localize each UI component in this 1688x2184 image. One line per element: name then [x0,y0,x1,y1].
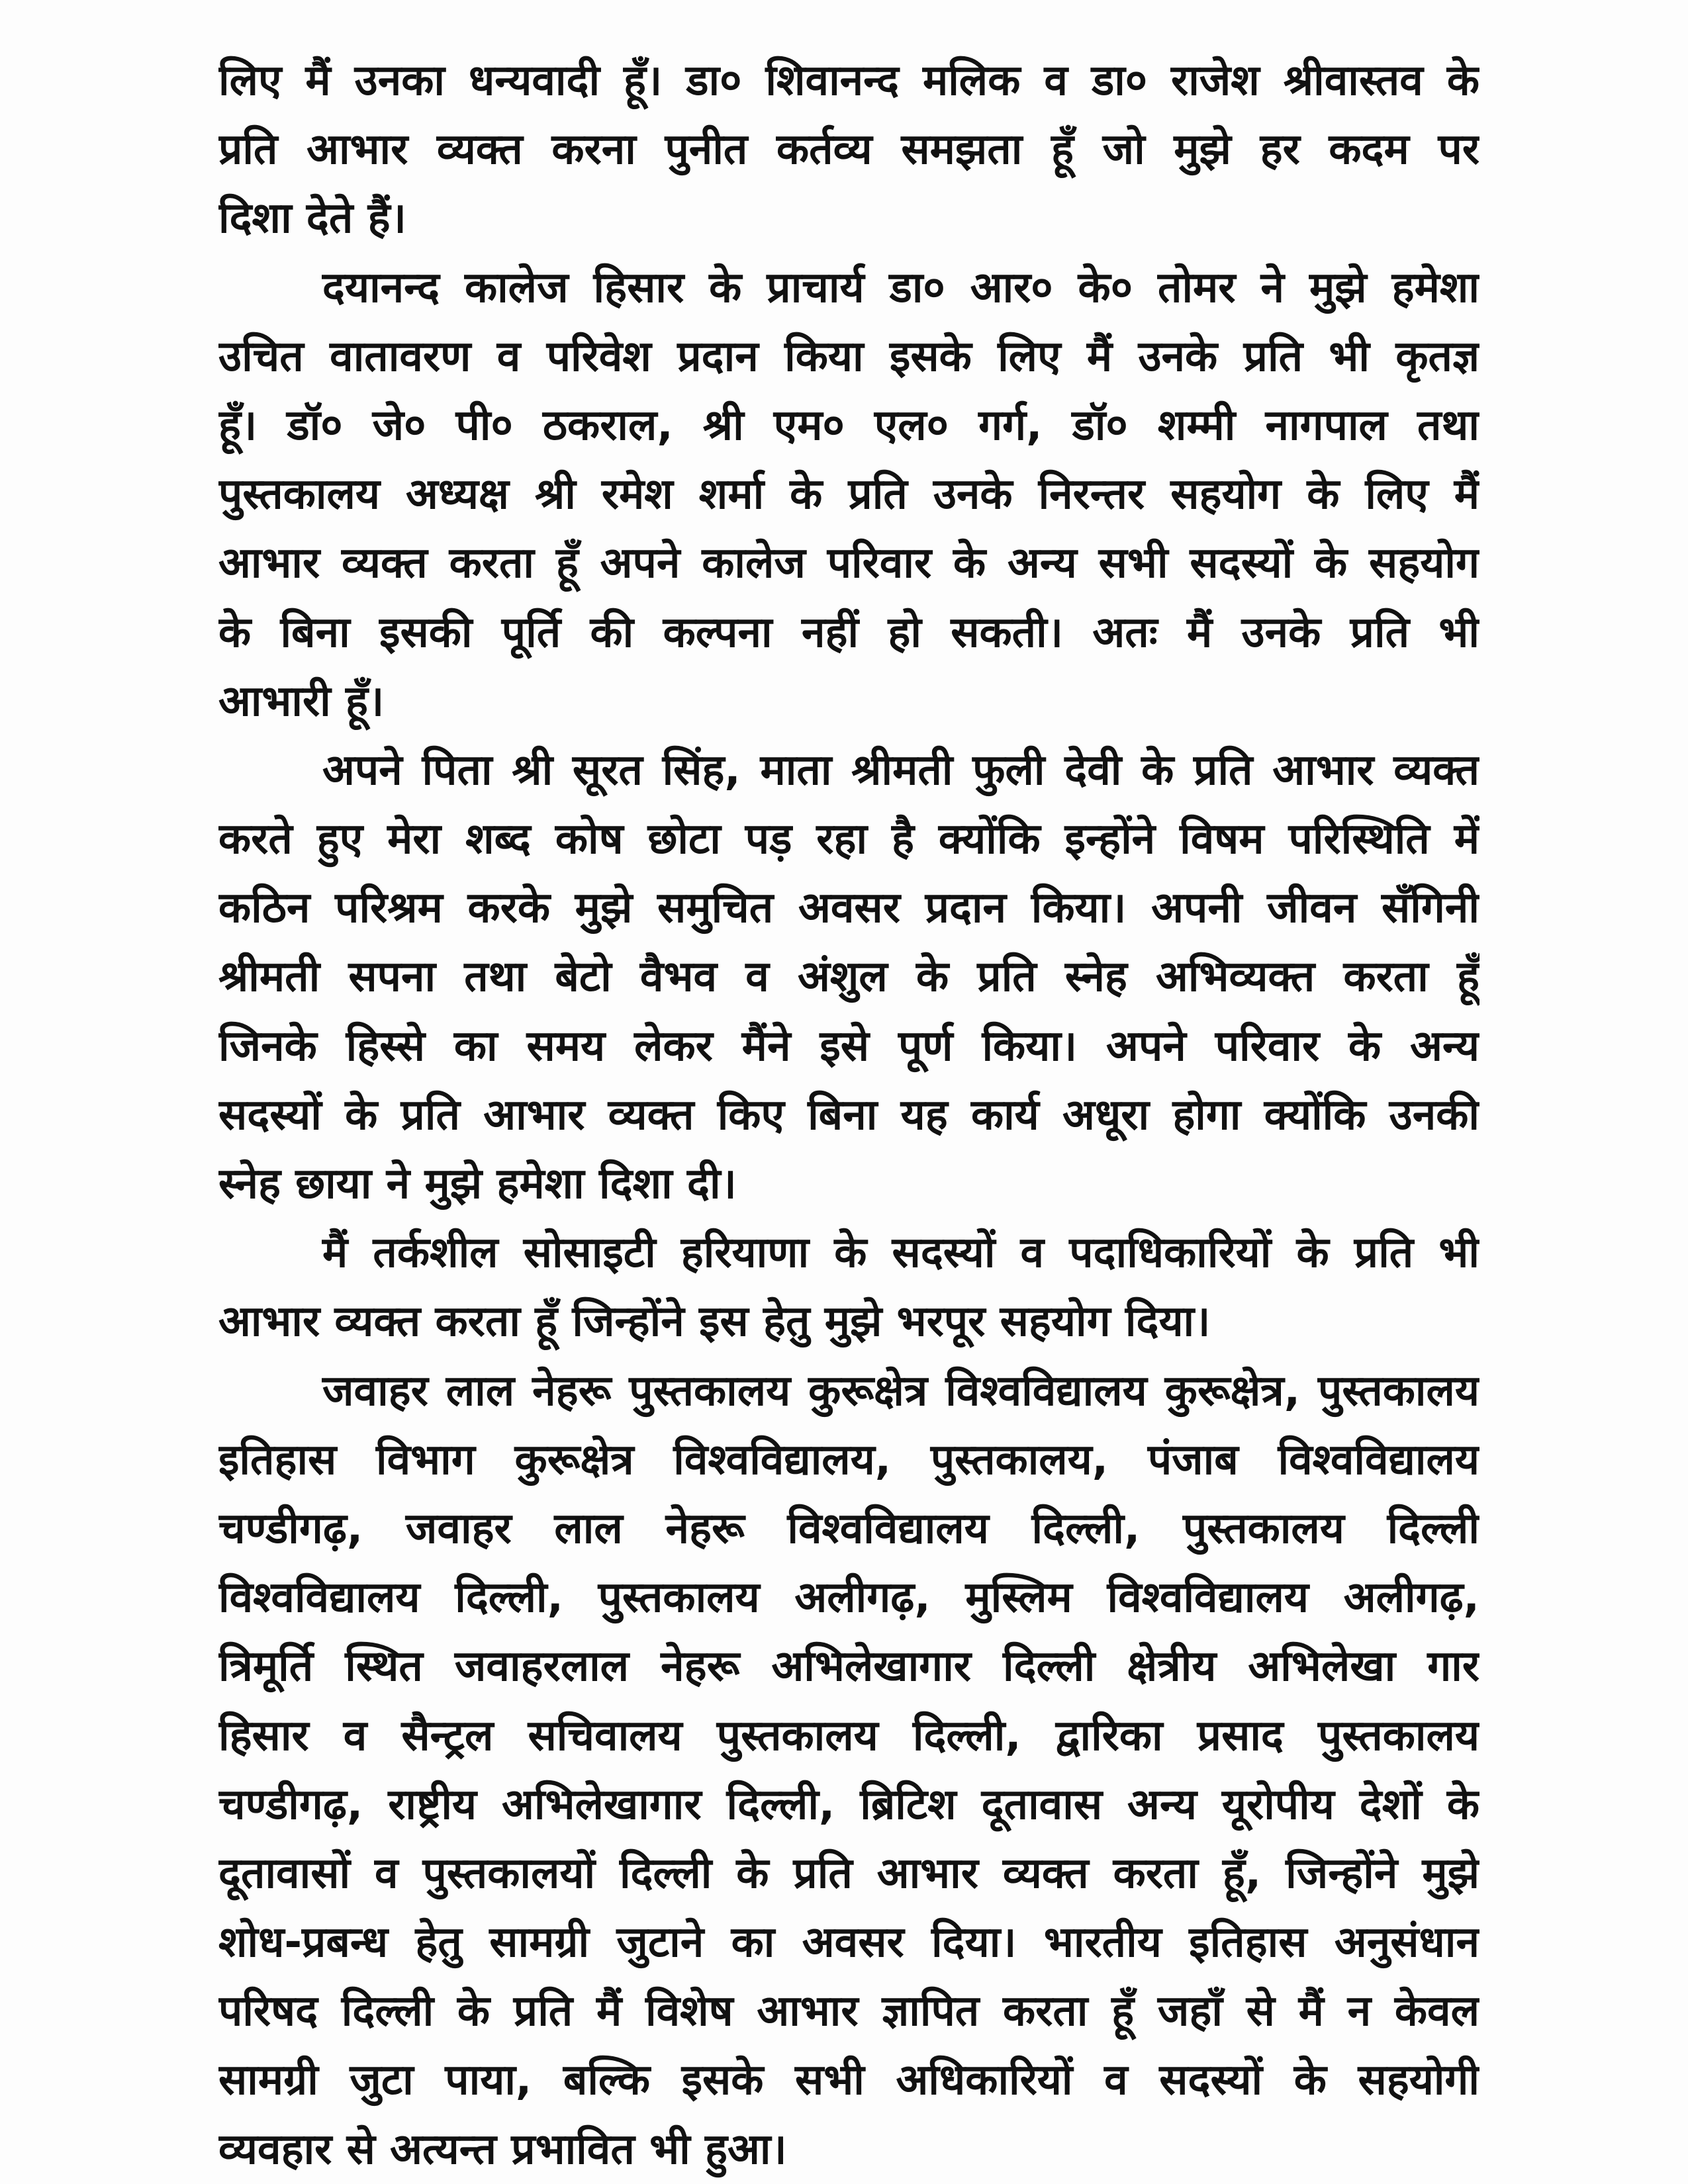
text-line: व्यवहार से अत्यन्त प्रभावित भी हुआ। [218,2124,787,2174]
text-line: सामग्री जुटा पाया, बल्कि इसके सभी अधिकारियों व सदस्यों के सहयोगी [218,2056,1479,2105]
text-line: चण्डीगढ़, राष्ट्रीय अभिलेखागार दिल्ली, ब्रिटिश दूतावास अन्य यूरोपीय देशों के [218,1780,1479,1829]
text-line: उचित वातावरण व परिवेश प्रदान किया इसके लिए मैं उनके प्रति भी कृतज्ञ [218,332,1479,381]
text-line: के बिना इसकी पूर्ति की कल्पना नहीं हो सकती। अतः मैं उनके प्रति भी [218,608,1479,657]
text-line: पुस्तकालय अध्यक्ष श्री रमेश शर्मा के प्रति उनके निरन्तर सहयोग के लिए मैं [218,470,1479,520]
text-line: परिषद दिल्ली के प्रति मैं विशेष आभार ज्ञापित करता हूँ जहाँ से मैं न केवल [218,1987,1479,2036]
text-line: चण्डीगढ़, जवाहर लाल नेहरू विश्वविद्यालय दिल्ली, पुस्तकालय दिल्ली [218,1504,1479,1553]
text-line: दिशा देते हैं। [218,194,406,244]
text-line: प्रति आभार व्यक्त करना पुनीत कर्तव्य समझता हूँ जो मुझे हर कदम पर [218,125,1479,175]
text-line: आभारी हूँ। [218,676,385,726]
paragraph-first-line: दयानन्द कालेज हिसार के प्राचार्य डा० आर० के० तोमर ने मुझे हमेशा [322,263,1479,312]
text-line: लिए मैं उनका धन्यवादी हूँ। डा० शिवानन्द मलिक व डा० राजेश श्रीवास्तव के [218,56,1479,105]
text-line: आभार व्यक्त करता हूँ जिन्होंने इस हेतु मुझे भरपूर सहयोग दिया। [218,1297,1211,1347]
text-line: करते हुए मेरा शब्द कोष छोटा पड़ रहा है क्योंकि इन्होंने विषम परिस्थिति में [218,815,1479,864]
text-line: शोध-प्रबन्ध हेतु सामग्री जुटाने का अवसर दिया। भारतीय इतिहास अनुसंधान [218,1918,1479,1968]
text-line: श्रीमती सपना तथा बेटो वैभव व अंशुल के प्रति स्नेह अभिव्यक्त करता हूँ [218,952,1479,1002]
paragraph-first-line: मैं तर्कशील सोसाइटी हरियाणा के सदस्यों व पदाधिकारियों के प्रति भी [322,1228,1479,1278]
text-line: विश्वविद्यालय दिल्ली, पुस्तकालय अलीगढ़, मुस्लिम विश्वविद्यालय अलीगढ़, [218,1573,1479,1623]
text-line: त्रिमूर्ति स्थित जवाहरलाल नेहरू अभिलेखागार दिल्ली क्षेत्रीय अभिलेखा गार [218,1642,1479,1692]
text-line: स्नेह छाया ने मुझे हमेशा दिशा दी। [218,1160,737,1208]
text-line: इतिहास विभाग कुरूक्षेत्र विश्वविद्यालय, पुस्तकालय, पंजाब विश्वविद्यालय [218,1435,1479,1484]
text-line: हूँ। डॉ० जे० पी० ठकराल, श्री एम० एल० गर्ग, डॉ० शम्मी नागपाल तथा [218,400,1479,450]
text-line: जिनके हिस्से का समय लेकर मैंने इसे पूर्ण किया। अपने परिवार के अन्य [218,1021,1479,1071]
text-line: दूतावासों व पुस्तकालयों दिल्ली के प्रति आभार व्यक्त करता हूँ, जिन्होंने मुझे [218,1848,1479,1898]
text-line: आभार व्यक्त करता हूँ अपने कालेज परिवार के अन्य सभी सदस्यों के सहयोग [218,539,1479,588]
paragraph-first-line: अपने पिता श्री सूरत सिंह, माता श्रीमती फुली देवी के प्रति आभार व्यक्त [322,745,1479,795]
text-line: सदस्यों के प्रति आभार व्यक्त किए बिना यह कार्य अधूरा होगा क्योंकि उनकी [218,1090,1479,1140]
acknowledgement-text [218,46,1479,2184]
text-line: हिसार व सैन्ट्रल सचिवालय पुस्तकालय दिल्ली, द्वारिका प्रसाद पुस्तकालय [218,1711,1479,1760]
text-line: कठिन परिश्रम करके मुझे समुचित अवसर प्रदान किया। अपनी जीवन सँगिनी [218,884,1479,933]
paragraph-first-line: जवाहर लाल नेहरू पुस्तकालय कुरूक्षेत्र विश्वविद्यालय कुरूक्षेत्र, पुस्तकालय [322,1366,1479,1416]
